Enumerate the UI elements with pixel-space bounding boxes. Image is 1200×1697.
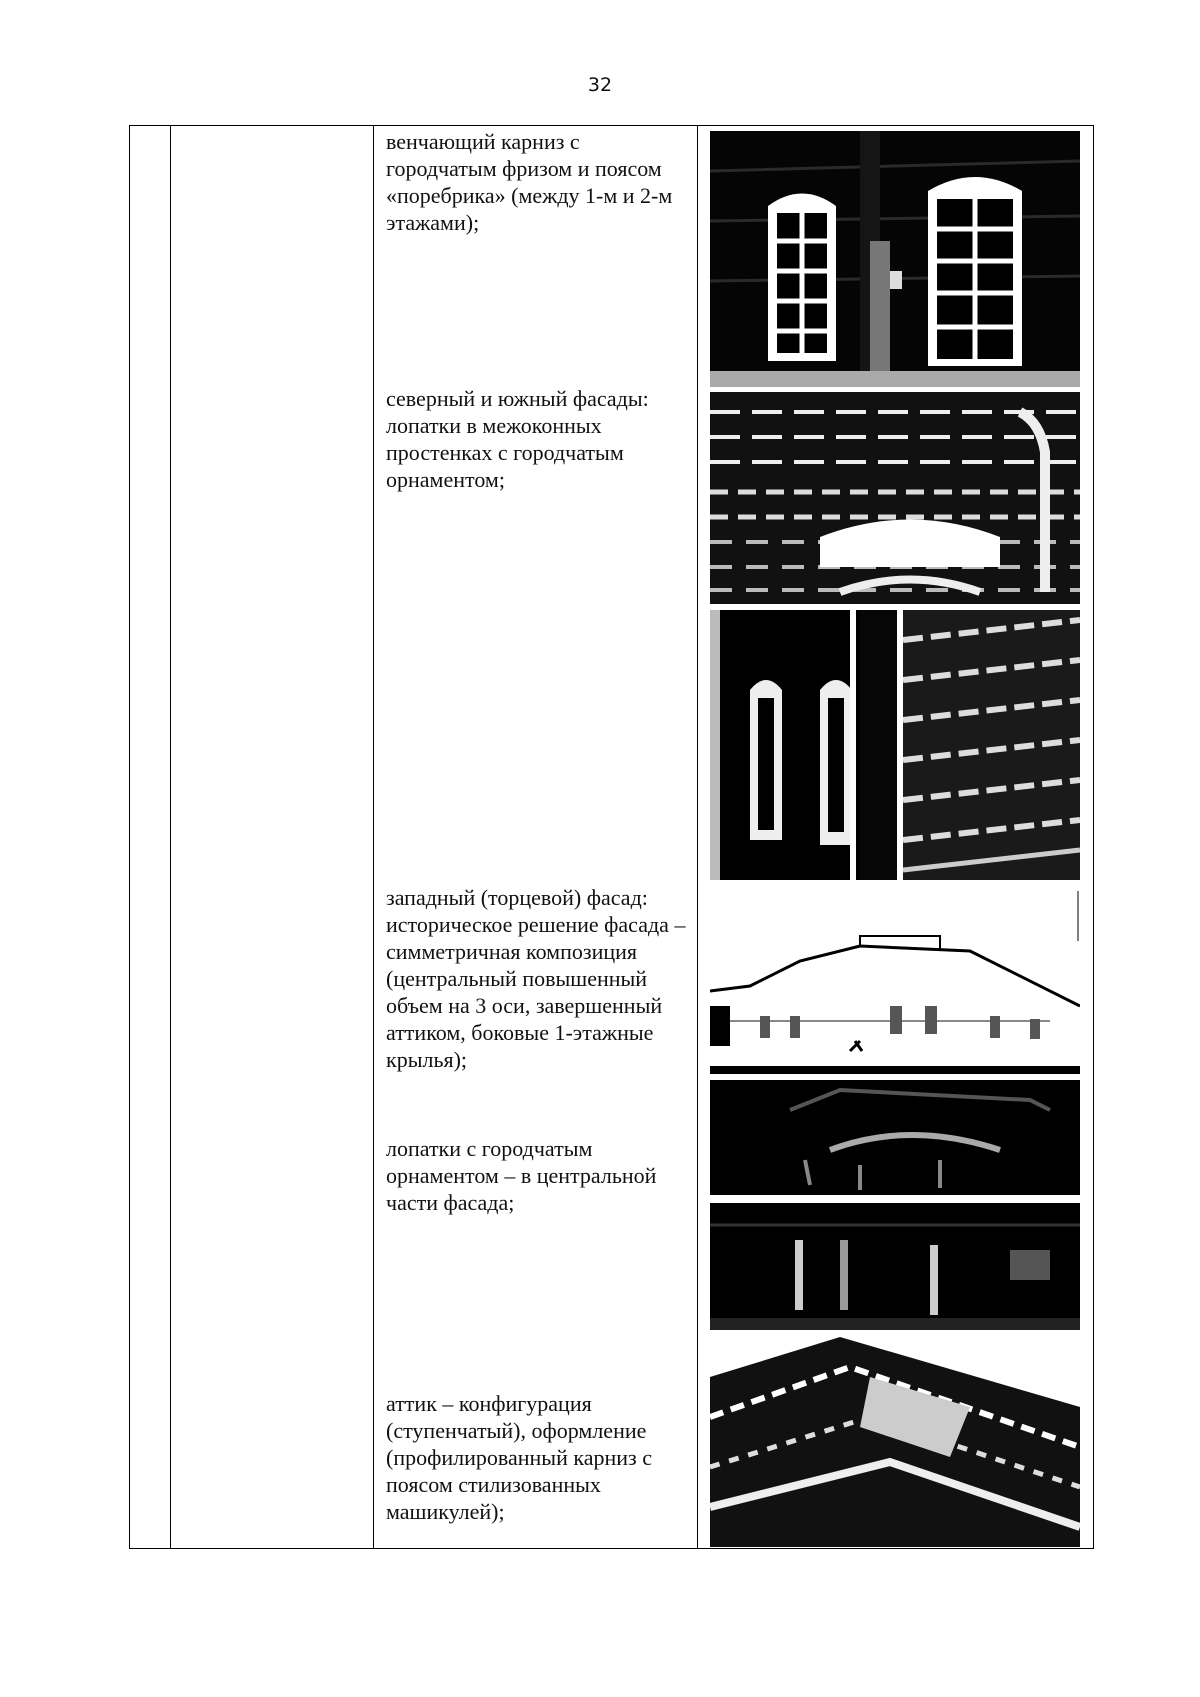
description-north-south-facades: северный и южный фасады: лопатки в межоконных простенках с городчатым орнаментом;: [386, 386, 649, 492]
column-divider: [373, 125, 374, 1549]
photo-pilaster-windows: [710, 610, 897, 880]
description-attic: аттик – конфигурация (ступенчатый), оформление (профилированный карниз с поясом стилизованных машикулей);: [386, 1391, 652, 1524]
photo-windows-arched: [710, 131, 1080, 387]
photo-brick-cornice: [710, 392, 1080, 604]
photo-brick-closeup: [903, 610, 1080, 880]
description-west-facade: западный (торцевой) фасад: историческое решение фасада – симметричная композиция (центральный повышенный объем на 3 оси, завершенный аттиком, боковые 1-этажные крылья);: [386, 885, 686, 1072]
column-divider: [170, 125, 171, 1549]
photo-west-facade: [710, 891, 1080, 1074]
column-divider: [697, 125, 698, 1549]
description-cornice: венчающий карниз с городчатым фризом и поясом «поребрика» (между 1-м и 2-м этажами);: [386, 129, 673, 235]
photo-attic: [710, 1337, 1080, 1547]
page-number: 32: [587, 74, 613, 96]
description-pilasters-central: лопатки с городчатым орнаментом – в центральной части фасада;: [386, 1136, 657, 1215]
photo-central-facade: [710, 1080, 1080, 1330]
